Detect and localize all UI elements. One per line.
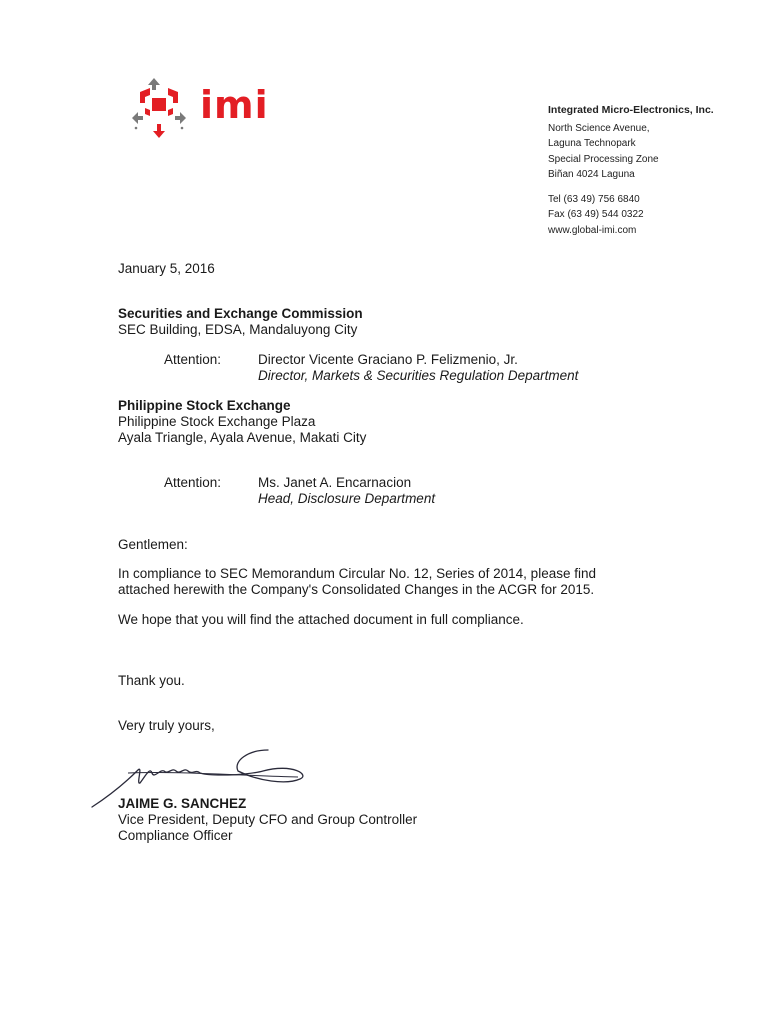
closing-line: Very truly yours, [118,718,215,733]
attention-label: Attention: [164,475,222,490]
recipient-name: Securities and Exchange Commission [118,306,363,321]
logo-wordmark: imi [200,83,269,127]
fax: Fax (63 49) 544 0322 [548,209,644,220]
attention-label: Attention: [164,352,222,367]
signer-title: Vice President, Deputy CFO and Group Controller [118,812,418,827]
signer-block [118,796,417,844]
attention-title: Head, Disclosure Department [258,491,436,506]
address-line: Special Processing Zone [548,153,659,165]
attention-name: Ms. Janet A. Encarnacion [258,475,412,490]
salutation: Gentlemen: [118,537,188,552]
address-line: North Science Avenue, [548,122,650,134]
recipient-name: Philippine Stock Exchange [118,398,291,413]
letter-date: January 5, 2016 [118,261,215,276]
recipient-address: SEC Building, EDSA, Mandaluyong City [118,322,358,337]
body-paragraph: In compliance to SEC Memorandum Circular No. 12, Series of 2014, please find attached herewith the Company's Consolidated Changes in the ACGR for 2015. [118,566,596,597]
attention-pse [258,475,435,507]
body-paragraph: We hope that you will find the attached document in full compliance. [118,612,524,627]
attention-title: Director, Markets & Securities Regulation Department [258,368,579,383]
website: www.global-imi.com [548,224,637,236]
recipient-address: Ayala Triangle, Ayala Avenue, Makati City [118,430,367,445]
recipient-address: Philippine Stock Exchange Plaza [118,414,316,429]
recipient-pse [118,398,366,446]
recipient-sec [118,306,363,338]
address-line: Biñan 4024 Laguna [548,169,635,180]
telephone: Tel (63 49) 756 6840 [548,193,640,205]
signer-name: JAIME G. SANCHEZ [118,796,247,811]
signer-title: Compliance Officer [118,828,233,843]
thanks-line: Thank you. [118,673,185,688]
company-address-block [548,103,714,238]
attention-sec [258,352,578,384]
attention-name: Director Vicente Graciano P. Felizmenio, Jr. [258,352,518,367]
company-name: Integrated Micro-Electronics, Inc. [548,104,714,116]
address-line: Laguna Technopark [548,138,636,149]
